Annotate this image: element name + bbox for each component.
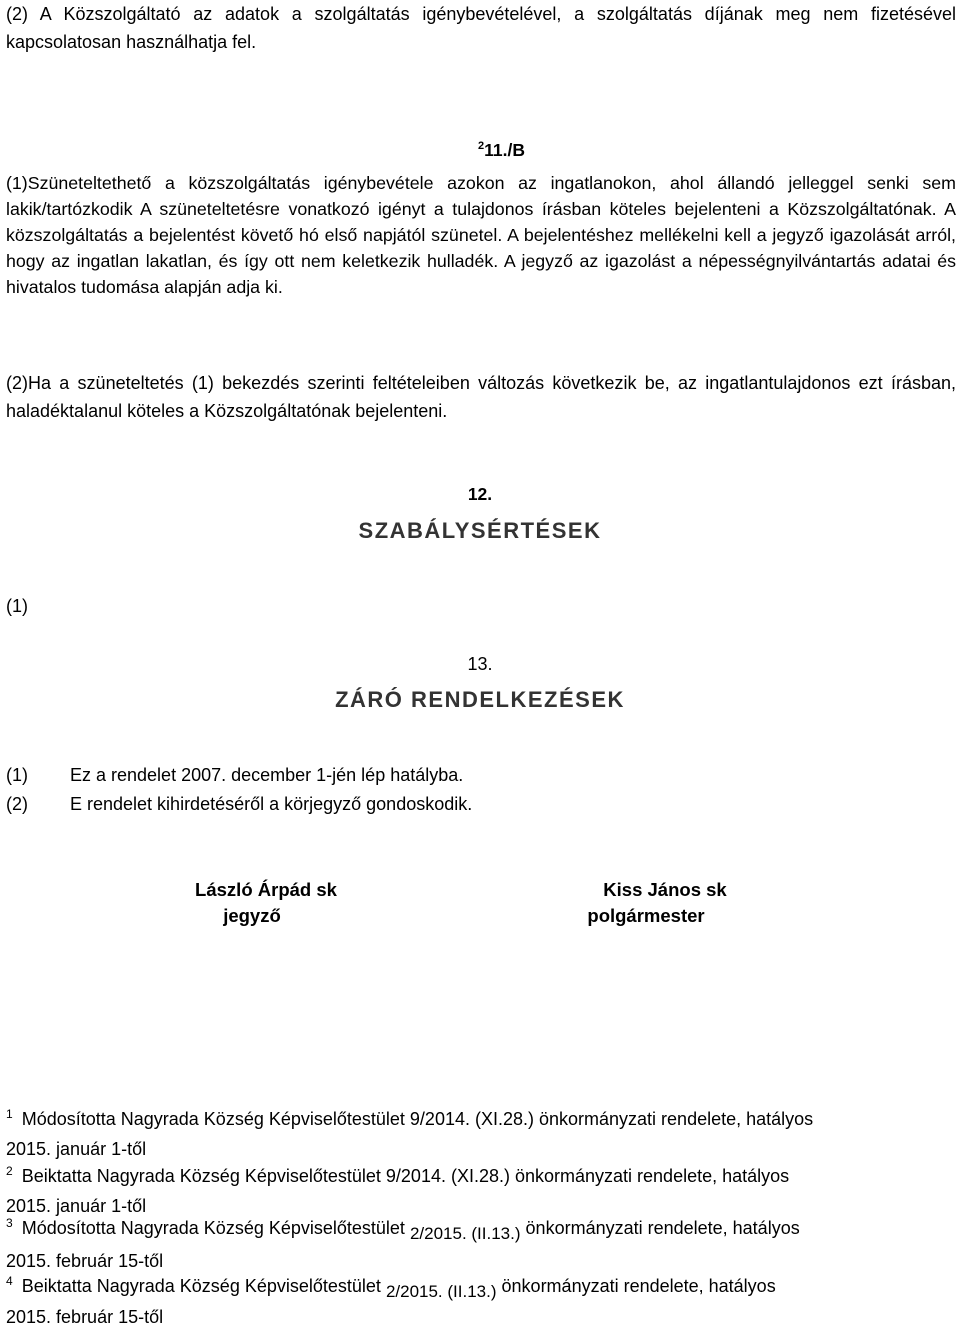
section-12-title: SZABÁLYSÉRTÉSEK bbox=[358, 518, 602, 543]
footnote-text: Beiktatta Nagyrada Község Képviselőtestület 9/2014. (XI.28.) önkormányzati rendelete, hatályos bbox=[21, 1166, 790, 1186]
provision-1 bbox=[6, 765, 463, 786]
section-11b-paragraph-2: (2)Ha a szüneteltetés (1) bekezdés szerinti feltételeiben változás következik be, az ingatlantulajdonos ezt írásban, haladéktalanul köteles a Közszolgáltatónak bejelenteni. bbox=[6, 373, 956, 421]
footnote-effective-date: 2015. február 15-től bbox=[6, 1307, 164, 1327]
provision-label: (2) bbox=[6, 794, 28, 814]
signature-notary bbox=[170, 879, 362, 927]
footnote-effective-date: 2015. február 15-től bbox=[6, 1251, 164, 1271]
footnote-1 bbox=[6, 1107, 956, 1159]
signature-role: polgármester bbox=[587, 905, 705, 926]
signature-mayor bbox=[570, 879, 750, 927]
footnote-ref-2[interactable]: 2 bbox=[478, 140, 485, 153]
provision-label: (1) bbox=[6, 765, 28, 785]
suspension-text: (1)Szüneteltethető a közszolgáltatás igénybevétele azokon az ingatlanokon, ahol állandó jelleggel senki sem lakik/tartózkodik A szüneteltetésre vonatkozó igényt a tulajdonos írásban köteles bejelenteni a Közszolgáltatónak. bbox=[6, 173, 956, 219]
footnote-2 bbox=[6, 1164, 956, 1216]
section-13-title: ZÁRÓ RENDELKEZÉSEK bbox=[335, 687, 625, 712]
footnote-text: Beiktatta Nagyrada Község Képviselőtestület bbox=[21, 1276, 381, 1296]
paragraph-2-data-use: (2) A Közszolgáltató az adatok a szolgáltatás igénybevételével, a szolgáltatás díjának meg nem fizetésével kapcsolatosan használhatja fel. bbox=[6, 4, 956, 52]
footnote-decree-ref: 2/2015. (II.13.) bbox=[409, 1224, 521, 1243]
provision-text: E rendelet kihirdetéséről a körjegyző gondoskodik. bbox=[70, 794, 473, 814]
footnote-number: 2 bbox=[6, 1164, 13, 1178]
signature-name: Kiss János sk bbox=[603, 879, 727, 900]
certificate-text: A bejelentéshez mellékelni kell a jegyző igazolását arról, hogy az ingatlan lakatlan, és így ott nem keletkezik hulladék. bbox=[6, 225, 956, 271]
section-13-number: 13. bbox=[467, 654, 493, 674]
section-12-number: 12. bbox=[467, 484, 493, 504]
suspension-start-text: A közszolgáltatás a bejelentést követő hó első napjától szünetel. bbox=[6, 199, 956, 245]
footnote-text: Módosította Nagyrada Község Képviselőtestület 9/2014. (XI.28.) önkormányzati rendelete, hatályos bbox=[21, 1109, 814, 1129]
footnote-text: Módosította Nagyrada Község Képviselőtestület bbox=[21, 1218, 405, 1238]
signature-name: László Árpád sk bbox=[195, 879, 337, 900]
section-11b-heading bbox=[478, 140, 525, 161]
footnote-4 bbox=[6, 1274, 956, 1327]
provision-text: Ez a rendelet 2007. december 1-jén lép hatályba. bbox=[70, 765, 464, 785]
section-11b-paragraph-1 bbox=[6, 170, 956, 300]
section-11b-number: 11./B bbox=[484, 140, 525, 160]
footnote-3 bbox=[6, 1216, 956, 1271]
footnote-number: 3 bbox=[6, 1216, 13, 1230]
certificate-basis-text: A jegyző az igazolást a népességnyilvántartás adatai és hivatalos tudomása alapján adja ki. bbox=[6, 251, 957, 297]
footnote-number: 4 bbox=[6, 1274, 13, 1288]
section-12-item-1: (1) bbox=[6, 596, 28, 616]
footnote-effective-date: 2015. január 1-től bbox=[6, 1139, 147, 1159]
footnote-number: 1 bbox=[6, 1107, 13, 1121]
footnote-text-tail: önkormányzati rendelete, hatályos bbox=[525, 1218, 800, 1238]
footnote-effective-date: 2015. január 1-től bbox=[6, 1196, 147, 1216]
footnote-decree-ref: 2/2015. (II.13.) bbox=[385, 1282, 497, 1301]
provision-2 bbox=[6, 794, 472, 815]
footnote-text-tail: önkormányzati rendelete, hatályos bbox=[501, 1276, 776, 1296]
signature-role: jegyző bbox=[223, 905, 281, 926]
